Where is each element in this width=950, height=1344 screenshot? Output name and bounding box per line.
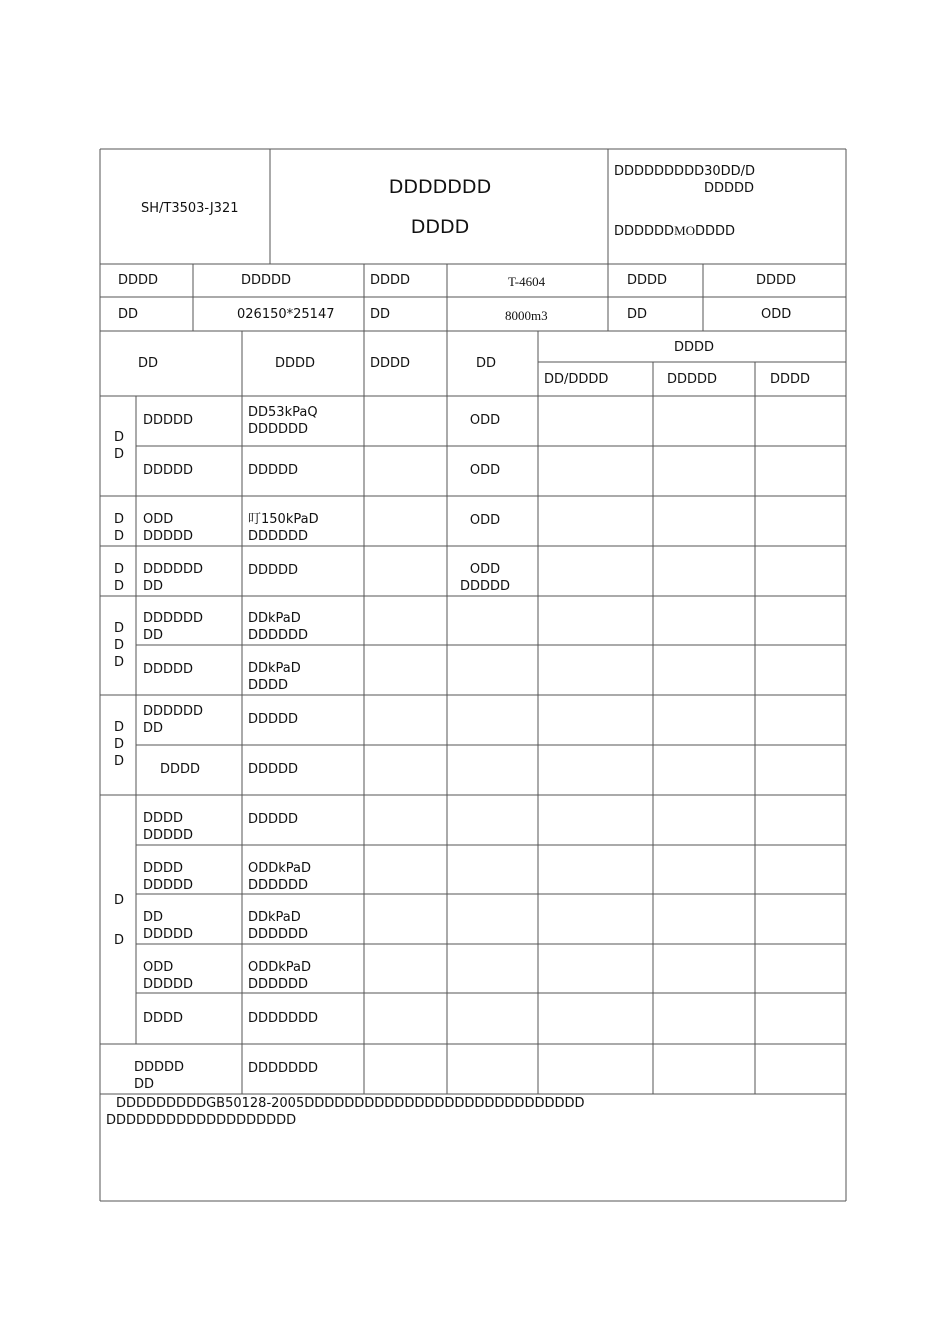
info-r1-label3: DDDD xyxy=(627,273,668,288)
info-r2-label2: DD xyxy=(370,307,391,322)
header-note-line3-b: MO xyxy=(674,223,696,238)
info-r1-value2: T-4604 xyxy=(508,274,546,289)
info-r1-value3: DDDD xyxy=(756,273,797,288)
row-item: DDDDDD DD xyxy=(143,562,204,594)
column-subheader-3: DDDD xyxy=(770,372,811,387)
row-requirement: DDkPaD DDDD xyxy=(248,661,301,693)
row-requirement: DDDDD xyxy=(248,712,299,727)
info-r2-value3: ODD xyxy=(761,307,792,322)
row-item: ODD DDDDD xyxy=(143,960,194,992)
row-item: DDDD DDDDD xyxy=(143,811,194,843)
column-subheader-2: DDDDD xyxy=(667,372,718,387)
row-item: DDDDDD DD xyxy=(143,704,204,736)
column-header-4: DD xyxy=(476,356,497,371)
row-item: DDDD xyxy=(160,762,201,777)
row-item: DDDD DDDDD xyxy=(143,861,194,893)
row-result: ODD xyxy=(469,413,501,428)
row-result: ODD DDDDD xyxy=(459,562,511,594)
column-header-1: DD xyxy=(138,356,159,371)
row-requirement: DDDDDDD xyxy=(248,1061,319,1076)
group-label-5: D D D xyxy=(114,720,125,769)
footer-note-line1: DDDDDDDDDGB50128-2005DDDDDDDDDDDDDDDDDDDDDDDDDDDD xyxy=(116,1096,585,1111)
row-requirement: DDDDD xyxy=(248,762,299,777)
row-item: DDDDD xyxy=(143,662,194,677)
row-item: DDDD xyxy=(143,1011,184,1026)
header-note-line1: DDDDDDDDD30DD/D xyxy=(614,164,756,179)
row-requirement: ODDkPaD DDDDDD xyxy=(248,960,312,992)
info-r2-label3: DD xyxy=(627,307,648,322)
info-r2-value2: 8000m3 xyxy=(505,308,548,323)
header-note-line2: DDDDD xyxy=(704,181,755,196)
form-title-line2: DDDD xyxy=(410,216,470,238)
row-requirement: ODDkPaD DDDDDD xyxy=(248,861,312,893)
group-label-3: D D xyxy=(114,562,125,594)
group-label-6: D D xyxy=(114,893,125,948)
row-item: DD DDDDD xyxy=(143,910,194,942)
header-note-line3-a: DDDDDD xyxy=(614,224,675,239)
info-r1-value1: DDDDD xyxy=(241,273,292,288)
info-r1-label2: DDDD xyxy=(370,273,411,288)
group-label-2: D D xyxy=(114,512,125,544)
row-requirement: DDDDD xyxy=(248,812,299,827)
column-header-2: DDDD xyxy=(275,356,316,371)
row-requirement: DD53kPaQ DDDDDD xyxy=(248,405,318,437)
info-r2-value1: 026150*25147 xyxy=(237,307,335,322)
row-requirement: 叮150kPaD DDDDDD xyxy=(248,512,319,544)
row-requirement: DDkPaD DDDDDD xyxy=(248,611,309,643)
row-item: DDDDDD DD xyxy=(143,611,204,643)
column-subheader-1: DD/DDDD xyxy=(544,372,609,387)
info-r1-label1: DDDD xyxy=(118,273,159,288)
form-code: SH/T3503-J321 xyxy=(141,201,239,216)
group-label-1: D D xyxy=(114,430,125,462)
row-item: DDDDD xyxy=(143,463,194,478)
column-header-3: DDDD xyxy=(370,356,411,371)
row-requirement: DDDDDDD xyxy=(248,1011,319,1026)
row-requirement: DDDDD xyxy=(248,563,299,578)
row-item: DDDDD DD xyxy=(134,1060,185,1092)
column-group-header: DDDD xyxy=(674,340,715,355)
row-result: ODD xyxy=(469,463,501,478)
group-label-4: D D D xyxy=(114,621,125,670)
form-title-line1: DDDDDDD xyxy=(388,176,492,198)
header-note-line3-c: DDDD xyxy=(695,224,736,239)
row-item: ODD DDDDD xyxy=(143,512,194,544)
header-note-line3 xyxy=(614,222,735,240)
footer-note-line2: DDDDDDDDDDDDDDDDDDD xyxy=(106,1113,297,1128)
row-result: ODD xyxy=(469,513,501,528)
row-requirement: DDkPaD DDDDDD xyxy=(248,910,309,942)
info-r2-label1: DD xyxy=(118,307,139,322)
row-item: DDDDD xyxy=(143,413,194,428)
row-requirement: DDDDD xyxy=(248,463,299,478)
